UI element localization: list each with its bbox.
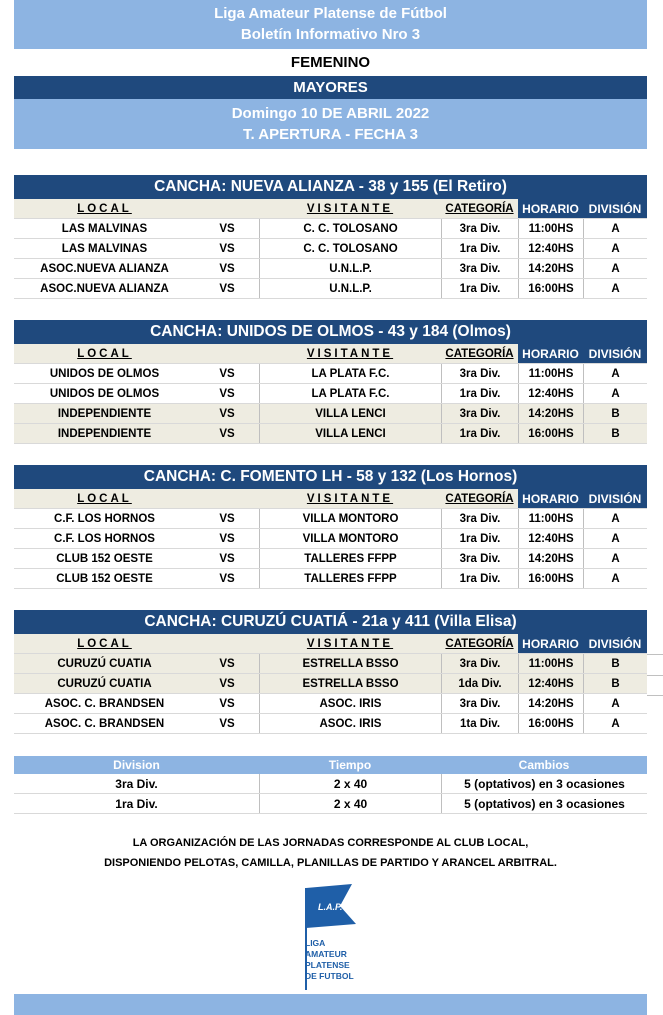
match-row bbox=[14, 569, 647, 589]
col-vs-blank bbox=[195, 344, 259, 363]
match-division: A bbox=[583, 384, 647, 403]
rules-division: 1ra Div. bbox=[115, 797, 158, 811]
match-category: 1ra Div. bbox=[441, 384, 518, 403]
field-title: CANCHA: C. FOMENTO LH - 58 y 132 (Los Hornos) bbox=[14, 465, 647, 489]
local-team: CURUZÚ CUATIA bbox=[57, 658, 152, 670]
vs-label: VS bbox=[219, 388, 235, 400]
logo-caption-line: PLATENSE bbox=[305, 960, 350, 970]
organization-note-1: LA ORGANIZACIÓN DE LAS JORNADAS CORRESPONDE AL CLUB LOCAL, bbox=[132, 837, 529, 849]
col-horario: HORARIO bbox=[518, 489, 583, 508]
match-row bbox=[14, 529, 647, 549]
col-local: LOCAL bbox=[14, 489, 195, 508]
vs-label: VS bbox=[219, 698, 235, 710]
match-row bbox=[14, 714, 647, 734]
tournament-round: T. APERTURA - FECHA 3 bbox=[242, 126, 418, 143]
visiting-team: LA PLATA F.C. bbox=[259, 364, 441, 383]
vs-label: VS bbox=[219, 223, 235, 235]
match-row bbox=[14, 404, 647, 424]
vs-label: VS bbox=[219, 243, 235, 255]
visiting-team: U.N.L.P. bbox=[259, 279, 441, 298]
match-category: 1ra Div. bbox=[441, 529, 518, 548]
match-row bbox=[14, 509, 647, 529]
match-row bbox=[14, 424, 647, 444]
rules-cambios: 5 (optativos) en 3 ocasiones bbox=[441, 794, 647, 813]
match-row bbox=[14, 384, 647, 404]
vs-label: VS bbox=[219, 718, 235, 730]
vs-label: VS bbox=[219, 678, 235, 690]
match-time: 14:20HS bbox=[518, 694, 583, 713]
col-horario: HORARIO bbox=[518, 634, 583, 653]
local-team: ASOC.NUEVA ALIANZA bbox=[40, 283, 169, 295]
level-label: MAYORES bbox=[14, 76, 647, 99]
col-local: LOCAL bbox=[14, 199, 195, 218]
match-category: 1ra Div. bbox=[441, 239, 518, 258]
col-vs-blank bbox=[195, 489, 259, 508]
logo-caption-line: AMATEUR bbox=[305, 949, 347, 959]
rules-table bbox=[14, 756, 647, 814]
col-categoria: CATEGORÍA bbox=[441, 344, 518, 363]
col-categoria: CATEGORÍA bbox=[441, 634, 518, 653]
match-date: Domingo 10 DE ABRIL 2022 bbox=[231, 105, 430, 122]
col-division: DIVISIÓN bbox=[583, 634, 647, 653]
date-block bbox=[14, 99, 647, 149]
vs-label: VS bbox=[219, 408, 235, 420]
match-division: B bbox=[583, 404, 647, 423]
match-time: 16:00HS bbox=[518, 279, 583, 298]
col-vs-blank bbox=[195, 199, 259, 218]
match-division: B bbox=[583, 424, 647, 443]
field-section-1 bbox=[14, 175, 647, 299]
gridline bbox=[647, 695, 663, 696]
match-category: 1ra Div. bbox=[441, 279, 518, 298]
visiting-team: U.N.L.P. bbox=[259, 259, 441, 278]
vs-label: VS bbox=[219, 368, 235, 380]
match-division: A bbox=[583, 279, 647, 298]
match-category: 1ra Div. bbox=[441, 424, 518, 443]
match-time: 16:00HS bbox=[518, 424, 583, 443]
visiting-team: C. C. TOLOSANO bbox=[259, 239, 441, 258]
match-row bbox=[14, 279, 647, 299]
bulletin-header bbox=[14, 0, 647, 49]
rules-col-tiempo: Tiempo bbox=[328, 758, 372, 772]
field-title: CANCHA: CURUZÚ CUATIÁ - 21a y 411 (Villa Elisa) bbox=[14, 610, 647, 634]
visiting-team: VILLA MONTORO bbox=[259, 529, 441, 548]
visiting-team: VILLA LENCI bbox=[259, 404, 441, 423]
column-header-row bbox=[14, 344, 647, 364]
local-team: ASOC. C. BRANDSEN bbox=[44, 718, 165, 730]
match-row bbox=[14, 364, 647, 384]
match-time: 11:00HS bbox=[518, 509, 583, 528]
match-division: B bbox=[583, 654, 647, 673]
local-team: C.F. LOS HORNOS bbox=[54, 533, 155, 545]
col-horario: HORARIO bbox=[518, 344, 583, 363]
gridline bbox=[647, 654, 663, 655]
rules-division: 3ra Div. bbox=[115, 777, 158, 791]
column-header-row bbox=[14, 199, 647, 219]
field-section-3 bbox=[14, 465, 647, 589]
vs-label: VS bbox=[219, 573, 235, 585]
col-categoria: CATEGORÍA bbox=[441, 489, 518, 508]
rules-row bbox=[14, 794, 647, 814]
match-category: 1da Div. bbox=[441, 674, 518, 693]
rules-col-division: Division bbox=[113, 758, 160, 772]
match-division: A bbox=[583, 549, 647, 568]
match-row bbox=[14, 694, 647, 714]
match-division: A bbox=[583, 509, 647, 528]
match-category: 3ra Div. bbox=[441, 364, 518, 383]
visiting-team: VILLA MONTORO bbox=[259, 509, 441, 528]
local-team: INDEPENDIENTE bbox=[57, 408, 152, 420]
col-categoria: CATEGORÍA bbox=[441, 199, 518, 218]
match-time: 11:00HS bbox=[518, 364, 583, 383]
rules-col-cambios: Cambios bbox=[518, 758, 570, 772]
match-category: 3ra Div. bbox=[441, 259, 518, 278]
col-division: DIVISIÓN bbox=[583, 344, 647, 363]
field-section-2 bbox=[14, 320, 647, 444]
match-time: 16:00HS bbox=[518, 569, 583, 588]
match-row bbox=[14, 259, 647, 279]
match-division: B bbox=[583, 674, 647, 693]
match-category: 1ra Div. bbox=[441, 569, 518, 588]
match-category: 3ra Div. bbox=[441, 654, 518, 673]
match-division: A bbox=[583, 219, 647, 238]
match-division: A bbox=[583, 364, 647, 383]
column-header-row bbox=[14, 634, 647, 654]
rules-cambios: 5 (optativos) en 3 ocasiones bbox=[441, 774, 647, 793]
match-time: 14:20HS bbox=[518, 259, 583, 278]
match-division: A bbox=[583, 239, 647, 258]
match-time: 16:00HS bbox=[518, 714, 583, 733]
match-category: 1ta Div. bbox=[441, 714, 518, 733]
gridline bbox=[647, 675, 663, 676]
vs-label: VS bbox=[219, 428, 235, 440]
match-time: 11:00HS bbox=[518, 219, 583, 238]
visiting-team: ASOC. IRIS bbox=[259, 714, 441, 733]
rules-row bbox=[14, 774, 647, 794]
col-local: LOCAL bbox=[14, 634, 195, 653]
organization-note-2: DISPONIENDO PELOTAS, CAMILLA, PLANILLAS DE PARTIDO Y ARANCEL ARBITRAL. bbox=[104, 857, 557, 869]
match-time: 12:40HS bbox=[518, 674, 583, 693]
rules-tiempo: 2 x 40 bbox=[259, 794, 441, 813]
local-team: UNIDOS DE OLMOS bbox=[49, 388, 160, 400]
local-team: LAS MALVINAS bbox=[61, 223, 148, 235]
column-header-row bbox=[14, 489, 647, 509]
field-section-4 bbox=[14, 610, 647, 734]
visiting-team: TALLERES FFPP bbox=[259, 569, 441, 588]
vs-label: VS bbox=[219, 533, 235, 545]
match-category: 3ra Div. bbox=[441, 404, 518, 423]
match-division: A bbox=[583, 694, 647, 713]
visiting-team: ESTRELLA BSSO bbox=[259, 654, 441, 673]
logo-caption-line: LIGA bbox=[305, 938, 326, 948]
local-team: CLUB 152 OESTE bbox=[56, 573, 153, 585]
match-category: 3ra Div. bbox=[441, 509, 518, 528]
rules-tiempo: 2 x 40 bbox=[259, 774, 441, 793]
col-vs-blank bbox=[195, 634, 259, 653]
local-team: CURUZÚ CUATIA bbox=[57, 678, 152, 690]
local-team: ASOC.NUEVA ALIANZA bbox=[40, 263, 169, 275]
match-row bbox=[14, 549, 647, 569]
col-horario: HORARIO bbox=[518, 199, 583, 218]
match-category: 3ra Div. bbox=[441, 219, 518, 238]
local-team: C.F. LOS HORNOS bbox=[54, 513, 155, 525]
match-division: A bbox=[583, 714, 647, 733]
match-division: A bbox=[583, 529, 647, 548]
col-visitante: VISITANTE bbox=[259, 199, 441, 218]
col-division: DIVISIÓN bbox=[583, 199, 647, 218]
vs-label: VS bbox=[219, 553, 235, 565]
bulletin-number: Boletín Informativo Nro 3 bbox=[240, 26, 421, 43]
match-category: 3ra Div. bbox=[441, 694, 518, 713]
match-row bbox=[14, 239, 647, 259]
local-team: UNIDOS DE OLMOS bbox=[49, 368, 160, 380]
match-time: 12:40HS bbox=[518, 529, 583, 548]
local-team: LAS MALVINAS bbox=[61, 243, 148, 255]
match-time: 12:40HS bbox=[518, 239, 583, 258]
match-time: 11:00HS bbox=[518, 654, 583, 673]
match-time: 14:20HS bbox=[518, 404, 583, 423]
visiting-team: ASOC. IRIS bbox=[259, 694, 441, 713]
local-team: CLUB 152 OESTE bbox=[56, 553, 153, 565]
logo-caption-line: DE FUTBOL bbox=[305, 971, 354, 981]
col-visitante: VISITANTE bbox=[259, 634, 441, 653]
local-team: ASOC. C. BRANDSEN bbox=[44, 698, 165, 710]
field-title: CANCHA: NUEVA ALIANZA - 38 y 155 (El Retiro) bbox=[14, 175, 647, 199]
match-time: 14:20HS bbox=[518, 549, 583, 568]
visiting-team: VILLA LENCI bbox=[259, 424, 441, 443]
col-division: DIVISIÓN bbox=[583, 489, 647, 508]
visiting-team: C. C. TOLOSANO bbox=[259, 219, 441, 238]
league-title: Liga Amateur Platense de Fútbol bbox=[214, 5, 447, 22]
logo-caption bbox=[305, 938, 354, 982]
visiting-team: TALLERES FFPP bbox=[259, 549, 441, 568]
vs-label: VS bbox=[219, 263, 235, 275]
match-division: A bbox=[583, 259, 647, 278]
vs-label: VS bbox=[219, 513, 235, 525]
vs-label: VS bbox=[219, 283, 235, 295]
match-time: 12:40HS bbox=[518, 384, 583, 403]
visiting-team: LA PLATA F.C. bbox=[259, 384, 441, 403]
local-team: INDEPENDIENTE bbox=[57, 428, 152, 440]
match-category: 3ra Div. bbox=[441, 549, 518, 568]
match-row bbox=[14, 654, 647, 674]
category-label: FEMENINO bbox=[14, 52, 647, 74]
match-row bbox=[14, 674, 647, 694]
footer-bar bbox=[14, 994, 647, 1015]
match-row bbox=[14, 219, 647, 239]
col-local: LOCAL bbox=[14, 344, 195, 363]
col-visitante: VISITANTE bbox=[259, 344, 441, 363]
col-visitante: VISITANTE bbox=[259, 489, 441, 508]
visiting-team: ESTRELLA BSSO bbox=[259, 674, 441, 693]
logo-flag-text: L.A.P. bbox=[318, 902, 343, 912]
match-division: A bbox=[583, 569, 647, 588]
rules-header-row bbox=[14, 756, 647, 774]
field-title: CANCHA: UNIDOS DE OLMOS - 43 y 184 (Olmos) bbox=[14, 320, 647, 344]
vs-label: VS bbox=[219, 658, 235, 670]
